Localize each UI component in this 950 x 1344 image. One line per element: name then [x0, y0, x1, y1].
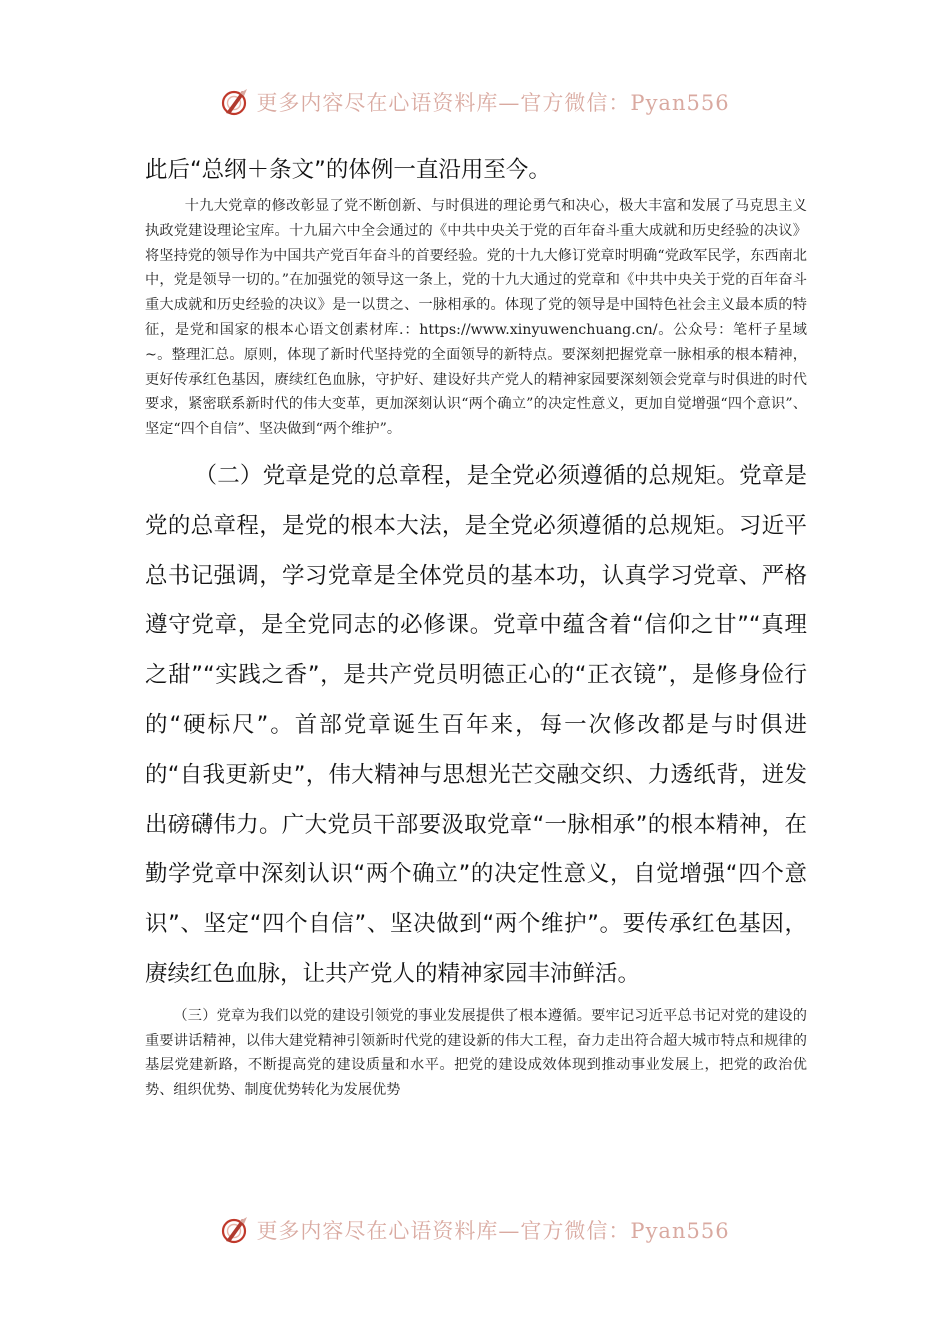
- header-watermark-banner: [0, 82, 950, 122]
- quill-seal-logo-icon: [220, 1215, 250, 1245]
- paragraph-two: （二）党章是党的总章程，是全党必须遵循的总规矩。党章是党的总章程，是党的根本大法，是全党必须遵循的总规矩。习近平总书记强调，学习党章是全体党员的基本功，认真学习党章、严格遵守党章，是全党同志的必修课。党章中蕴含着“信仰之甘”“真理之甜”“实践之香”，是共产党员明德正心的“正衣镜”，是修身俭行的“硬标尺”。首部党章诞生百年来，每一次修改都是与时俱进的“自我更新史”，伟大精神与思想光芒交融交织、力透纸背，迸发出磅礴伟力。广大党员干部要汲取党章“一脉相承”的根本精神，在勤学党章中深刻认识“两个确立”的决定性意义，自觉增强“四个意识”、坚定“四个自信”、坚决做到“两个维护”。要传承红色基因，赓续红色血脉，让共产党人的精神家园丰沛鲜活。: [145, 462, 807, 987]
- opening-line: 此后“总纲＋条文”的体例一直沿用至今。: [145, 157, 551, 183]
- footer-watermark-banner: [0, 1210, 950, 1250]
- header-watermark-text: 更多内容尽在心语资料库—官方微信：Pyan556: [256, 91, 730, 115]
- quill-seal-logo-icon: [220, 87, 250, 117]
- paragraph-three: （三）党章为我们以党的建设引领党的事业发展提供了根本遵循。要牢记习近平总书记对党的建设的重要讲话精神，以伟大建党精神引领新时代党的建设新的伟大工程，奋力走出符合超大城市特点和规律的基层党建新路，不断提高党的建设质量和水平。把党的建设成效体现到推动事业发展上，把党的政治优势、组织优势、制度优势转化为发展优势: [145, 1007, 807, 1099]
- paragraph-one: 十九大党章的修改彰显了党不断创新、与时俱进的理论勇气和决心，极大丰富和发展了马克思主义执政党建设理论宝库。十九届六中全会通过的《中共中央关于党的百年奋斗重大成就和历史经验的决议》将坚持党的领导作为中国共产党百年奋斗的首要经验。党的十九大修订党章时明确“党政军民学，东西南北中，党是领导一切的。”在加强党的领导这一条上，党的十九大通过的党章和《中共中央关于党的百年奋斗重大成就和历史经验的决议》是一以贯之、一脉相承的。体现了党的领导是中国特色社会主义最本质的特征，是党和国家的根本心语文创素材库.：https://www.xinyuwenchuang.cn/。公众号：笔杆子星域~。整理汇总。原则，体现了新时代坚持党的全面领导的新特点。要深刻把握党章一脉相承的根本精神，更好传承红色基因，赓续红色血脉，守护好、建设好共产党人的精神家园要深刻领会党章与时俱进的时代要求，紧密联系新时代的伟大变革，更加深刻认识“两个确立”的决定性意义，更加自觉增强“四个意识”、坚定“四个自信”、坚决做到“两个维护”。: [145, 198, 807, 438]
- footer-watermark-text: 更多内容尽在心语资料库—官方微信：Pyan556: [256, 1219, 730, 1243]
- document-body: [145, 148, 807, 1103]
